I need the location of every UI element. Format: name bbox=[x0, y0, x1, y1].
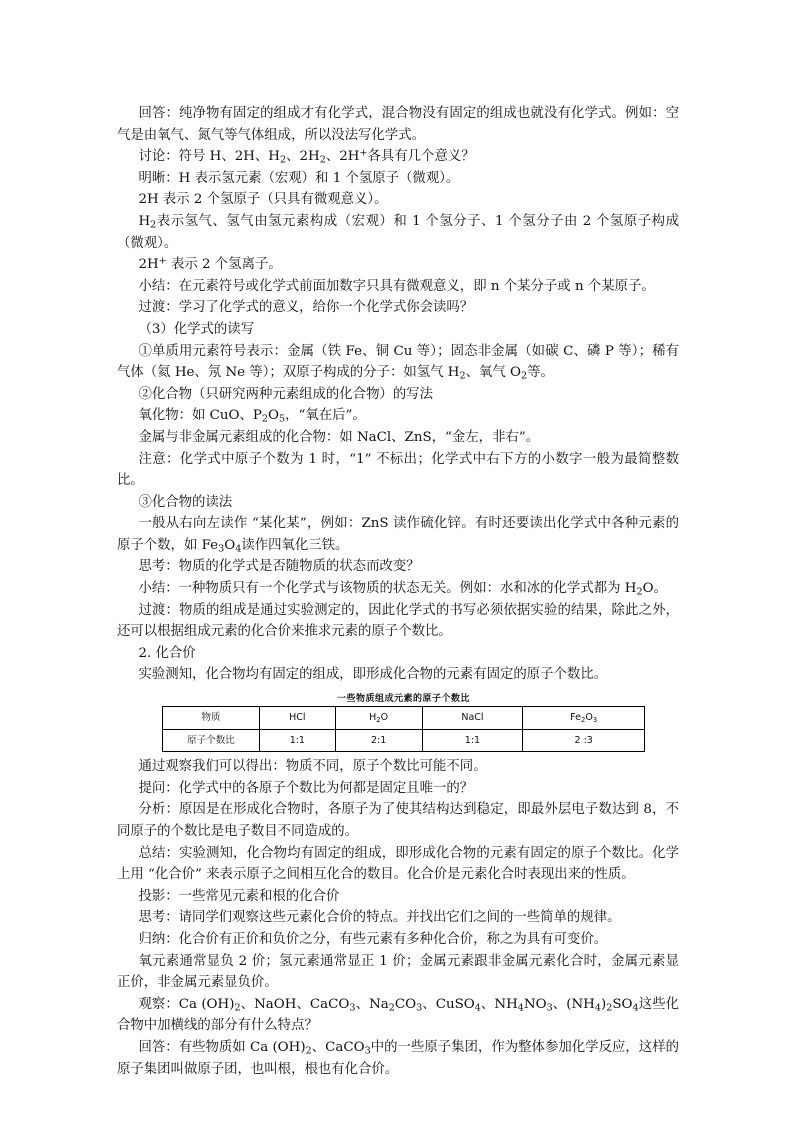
text-run: 读作四氧化三铁。 bbox=[241, 537, 349, 553]
paragraph bbox=[117, 146, 679, 168]
text-run: 2H 表示 2 个氢原子（只具有微观意义）。 bbox=[138, 192, 388, 208]
subscript-text: 3 bbox=[349, 1002, 356, 1014]
text-run: ②化合物（只研究两种元素组成的化合物）的写法 bbox=[138, 386, 434, 402]
superscript-text: + bbox=[359, 147, 368, 159]
text-run: 这些化合物中加横线的部分有什么特点？ bbox=[117, 996, 679, 1034]
table-cell-ratio: 1:1 bbox=[422, 729, 523, 752]
text-run: 投影：一些常见元素和根的化合价 bbox=[138, 888, 340, 904]
text-run: NO bbox=[523, 996, 547, 1012]
table-cell-substance bbox=[422, 707, 523, 730]
paragraph bbox=[117, 778, 679, 800]
paragraph bbox=[117, 843, 679, 886]
text-run: ①单质用元素符号表示：金属（铁 Fe、铜 Cu 等）；固态非金属（如碳 C、磷 P 等）；稀有气体（氦 He、氖 Ne 等）；双原子构成的分子：如氢气 H bbox=[117, 343, 679, 381]
paragraph bbox=[117, 556, 679, 578]
subscript-text: 2 bbox=[636, 586, 643, 598]
text-run: 、NaOH、CaCO bbox=[240, 996, 350, 1012]
atom-ratio-table bbox=[162, 706, 645, 752]
text-run: 归纳：化合价有正价和负价之分，有些元素有多种化合价，称之为具有可变价。 bbox=[138, 931, 608, 947]
text-run: 表示 2 个氢离子。 bbox=[166, 257, 282, 273]
subscript-text: 4 bbox=[594, 1002, 601, 1014]
paragraph bbox=[117, 384, 679, 406]
superscript-text: + bbox=[158, 255, 167, 267]
text-run: 金属与非金属元素组成的化合物：如 NaCl、ZnS，“金左，非右”。 bbox=[138, 429, 540, 445]
paragraph bbox=[117, 189, 679, 211]
text-run: O。 bbox=[642, 581, 667, 597]
paragraph bbox=[117, 907, 679, 929]
paragraph bbox=[117, 449, 679, 492]
text-run: 各具有几个意义？ bbox=[367, 149, 475, 165]
text-run: 氧化物：如 CuO、P bbox=[138, 408, 262, 424]
paragraph bbox=[117, 427, 679, 449]
text-run: O bbox=[268, 408, 280, 424]
subscript-text: 2 bbox=[261, 414, 269, 425]
paragraph bbox=[117, 103, 679, 146]
table-cell-substance bbox=[335, 707, 422, 730]
subscript-text: 2 bbox=[388, 1002, 395, 1014]
table-header-cell: 物质 bbox=[163, 707, 260, 730]
text-run: CO bbox=[394, 996, 417, 1012]
paragraph bbox=[117, 405, 679, 427]
text-block-bottom bbox=[117, 756, 679, 1080]
text-run: 思考：物质的化学式是否随物质的状态而改变？ bbox=[138, 559, 420, 575]
subscript-text: 3 bbox=[218, 543, 225, 555]
text-run: 观察：Ca (OH) bbox=[138, 996, 235, 1012]
table-row-substance bbox=[163, 707, 645, 730]
text-run: 、NH bbox=[480, 996, 518, 1012]
paragraph bbox=[117, 951, 679, 994]
subscript-text: 2 bbox=[319, 154, 326, 166]
text-run: 表示氢气、氢气由氢元素构成（宏观）和 1 个氢分子、1 个氢分子由 2 个氢原子构成（微观）。 bbox=[117, 213, 679, 251]
subscript-text: 2 bbox=[150, 219, 157, 231]
document-page bbox=[117, 103, 679, 1080]
text-run: 一般从右向左读作 “某化某”，例如：ZnS 读作硫化锌。有时还要读出化学式中各种元素的原子个数，如 Fe bbox=[117, 516, 679, 553]
text-run: SO bbox=[612, 996, 633, 1012]
paragraph bbox=[117, 994, 679, 1037]
subscript-text: 4 bbox=[474, 1002, 481, 1014]
paragraph bbox=[117, 513, 679, 556]
paragraph bbox=[117, 600, 679, 643]
text-run: 注意：化学式中原子个数为 1 时，“1” 不标出；化学式中右下方的小数字一般为最简整数比。 bbox=[117, 451, 679, 489]
subscript-text: 2 bbox=[376, 715, 381, 724]
paragraph bbox=[117, 756, 679, 778]
table-row-ratio bbox=[163, 729, 645, 752]
text-run: O bbox=[224, 537, 236, 553]
text-run: 思考：请同学们观察这些元素化合价的特点。并找出它们之间的一些简单的规律。 bbox=[138, 910, 621, 926]
text-run: 回答：有些物质如 Ca (OH) bbox=[138, 1039, 306, 1055]
text-run: NaCl bbox=[461, 712, 484, 724]
text-run: 2. 化合价 bbox=[138, 645, 196, 661]
subscript-text: 2 bbox=[459, 370, 466, 382]
table-cell-ratio: 2:1 bbox=[335, 729, 422, 752]
text-run: 提问：化学式中的各原子个数比为何都是固定且唯一的？ bbox=[138, 780, 474, 796]
text-run: 、Na bbox=[355, 996, 389, 1012]
text-run: 总结：实验测知，化合物均有固定的组成，即形成化合物的元素有固定的原子个数比。化学上用 “化合价” 来表示原子之间相互化合的数目。化合价是元素化合时表现出来的性质。 bbox=[117, 845, 679, 883]
text-run: ，“氧在后”。 bbox=[285, 408, 366, 424]
paragraph bbox=[117, 799, 679, 842]
text-run: 、2H bbox=[325, 149, 360, 165]
text-run: O bbox=[380, 712, 389, 724]
subscript-text: 3 bbox=[364, 1045, 371, 1057]
text-run: 、(NH bbox=[552, 996, 595, 1012]
text-run: 氧元素通常显负 2 价；氢元素通常显正 1 价；金属元素跟非金属元素化合时，金属元素显正价，非金属元素显负价。 bbox=[117, 953, 679, 991]
table-cell-ratio: 2 :3 bbox=[523, 729, 645, 752]
subscript-text: 2 bbox=[520, 370, 528, 382]
text-run: 分析：原因是在形成化合物时，各原子为了使其结构达到稳定，即最外层电子数达到 8，不同原子的个数比是电子数目不同造成的。 bbox=[117, 802, 679, 839]
text-run: 、2H bbox=[286, 149, 320, 165]
text-run: ) bbox=[601, 996, 607, 1012]
subscript-text: 3 bbox=[416, 1002, 423, 1014]
text-run: 明晰：H 表示氢元素（宏观）和 1 个氢原子（微观）。 bbox=[138, 170, 460, 186]
paragraph bbox=[117, 664, 679, 686]
text-run: 回答：纯净物有固定的组成才有化学式，混合物没有固定的组成也就没有化学式。例如：空气是由氧气、氮气等气体组成，所以没法写化学式。 bbox=[117, 106, 679, 143]
text-run: 过渡：学习了化学式的意义，给你一个化学式你会读吗？ bbox=[138, 300, 474, 316]
text-run: H bbox=[138, 213, 151, 229]
text-run: 2H bbox=[138, 257, 159, 273]
text-run: 通过观察我们可以得出：物质不同，原子个数比可能不同。 bbox=[138, 759, 487, 775]
table-row-label: 原子个数比 bbox=[163, 729, 260, 752]
paragraph bbox=[117, 886, 679, 908]
paragraph bbox=[117, 254, 679, 276]
table-cell-substance bbox=[523, 707, 645, 730]
subscript-text: 5 bbox=[279, 414, 286, 425]
paragraph bbox=[117, 341, 679, 384]
subscript-text: 3 bbox=[546, 1002, 553, 1014]
paragraph bbox=[117, 1037, 679, 1080]
text-run: 过渡：物质的组成是通过实验测定的，因此化学式的书写必须依据实验的结果，除此之外，还可以根据组成元素的化合价来推求元素的原子个数比。 bbox=[117, 602, 679, 640]
table-caption: 一些物质组成元素的原子个数比 bbox=[336, 694, 470, 705]
paragraph bbox=[117, 211, 679, 254]
text-run: （3）化学式的读写 bbox=[138, 321, 255, 337]
text-run: 、氧气 O bbox=[465, 365, 521, 381]
paragraph bbox=[117, 492, 679, 514]
subscript-text: 2 bbox=[580, 715, 586, 724]
table-cell-substance bbox=[260, 707, 336, 730]
paragraph bbox=[117, 168, 679, 190]
text-run: 、CaCO bbox=[311, 1039, 365, 1055]
subscript-text: 4 bbox=[517, 1002, 524, 1014]
text-run: 小结：一种物质只有一个化学式与该物质的状态无关。例如：水和冰的化学式都为 H bbox=[138, 581, 637, 597]
paragraph bbox=[117, 643, 679, 665]
paragraph bbox=[117, 929, 679, 951]
text-run: 实验测知，化合物均有固定的组成，即形成化合物的元素有固定的原子个数比。 bbox=[138, 667, 608, 683]
text-run: 讨论：符号 H、2H、H bbox=[138, 149, 280, 165]
paragraph bbox=[117, 578, 679, 600]
paragraph bbox=[117, 319, 679, 341]
subscript-text: 2 bbox=[234, 1002, 241, 1014]
subscript-text: 4 bbox=[632, 1002, 639, 1014]
text-run: 小结：在元素符号或化学式前面加数字只具有微观意义，即 n 个某分子或 n 个某原子。 bbox=[138, 278, 655, 294]
paragraph bbox=[117, 297, 679, 319]
text-run: 等。 bbox=[527, 365, 554, 381]
text-run: HCl bbox=[289, 712, 306, 724]
text-run: Fe bbox=[570, 712, 581, 724]
subscript-text: 4 bbox=[235, 543, 242, 555]
paragraph bbox=[117, 276, 679, 298]
subscript-text: 2 bbox=[606, 1002, 613, 1014]
text-block-top bbox=[117, 103, 679, 686]
text-run: 、CuSO bbox=[422, 996, 475, 1012]
subscript-text: 3 bbox=[592, 715, 598, 724]
subscript-text: 2 bbox=[305, 1045, 312, 1057]
text-run: 中的一些原子集团，作为整体参加化学反应，这样的原子集团叫做原子团，也叫根，根也有化合价。 bbox=[117, 1039, 679, 1077]
atom-ratio-table-section bbox=[162, 692, 645, 752]
table-cell-ratio: 1:1 bbox=[260, 729, 336, 752]
text-run: O bbox=[585, 712, 593, 724]
subscript-text: 2 bbox=[279, 154, 287, 166]
text-run: ③化合物的读法 bbox=[138, 494, 233, 510]
text-run: H bbox=[369, 712, 377, 724]
